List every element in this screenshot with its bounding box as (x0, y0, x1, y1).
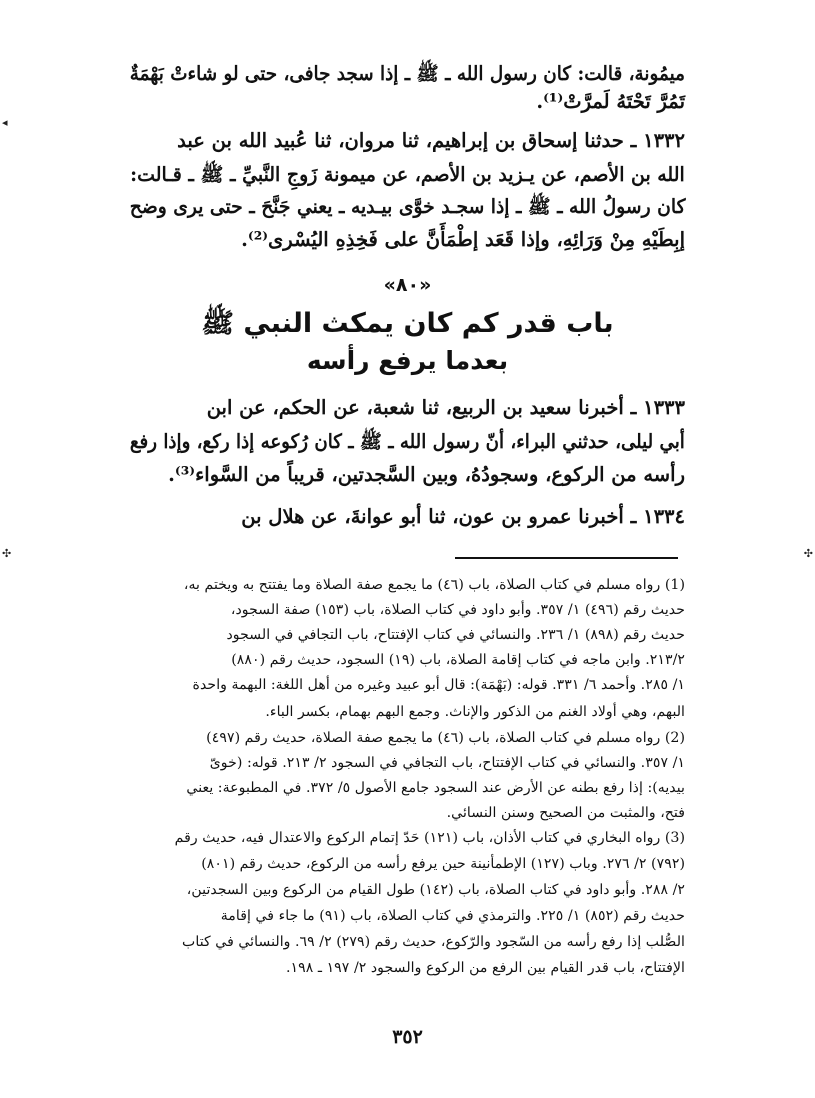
main-text-line: ميمُونة، قالت: كان رسول الله ـ ﷺ ـ إذا سجد جافى، حتى لو شاءتْ بَهْمَةٌ (129, 62, 685, 85)
footnote-line: ١/ ٣٥٧. والنسائي في كتاب الإفتتاح، باب التجافي في السجود ٢/ ٢١٣. قوله: (خوىّ (209, 755, 685, 771)
chapter-title: باب قدر كم كان يمكث النبي ﷺ (201, 308, 614, 339)
footnote-line: حديث رقم (٨٥٢) ١/ ٢٢٥. والترمذي في كتاب الصلاة، باب (٩١) ما جاء في إقامة (220, 908, 685, 924)
right-margin-mark: ✣ (803, 547, 813, 560)
footnote-line: (٧٩٢) ٢/ ٢٧٦. وباب (١٢٧) الإطمأنينة حين يرفع رأسه من الركوع، حديث رقم (٨٠١) (201, 856, 685, 872)
main-text-line: الله بن الأصم، عن يـزيد بن الأصم، عن ميمونة زَوجِ النَّبيِّ ـ ﷺ ـ قـالت: (130, 163, 685, 186)
main-text-line: كان رسولُ الله ـ ﷺ ـ إذا سجـد خوَّى بيـديه ـ يعني جَنَّحَ ـ حتى يرى وضح (129, 195, 685, 218)
footnote-line: الصُّلب إذا رفع رأسه من السّجود والرّكوع، حديث رقم (٢٧٩) ٢/ ٦٩. والنسائي في كتاب (182, 934, 685, 950)
hadith-1334-line: ١٣٣٤ ـ أخبرنا عمرو بن عون، ثنا أبو عوانةَ، عن هلال بن (241, 505, 685, 528)
hadith-1332-line: ١٣٣٢ ـ حدثنا إسحاق بن إبراهيم، ثنا مروان، ثنا عُبيد الله بن عبد (177, 129, 685, 152)
left-margin-mark-2: ✣ (2, 547, 12, 560)
footnote-line: (3) رواه البخاري في كتاب الأذان، باب (١٢١) حَدّ إتمام الركوع والاعتدال فيه، حديث رقم (174, 830, 685, 846)
footnote-line: ٢١٣/٢. وابن ماجه في كتاب إقامة الصلاة، باب (١٩) السجود، حديث رقم (٨٨٠) (231, 652, 685, 668)
chapter-title-continued: بعدما يرفع رأسه (306, 346, 509, 375)
footnote-line: ٢/ ٢٨٨. وأبو داود في كتاب الصلاة، باب (١٤٢) طول القيام من الركوع وبين السجدتين، (186, 882, 685, 898)
main-text-line: إبِطَيْهِ مِنْ وَرَائِهِ، وإذا قَعَد إطْمَأَنَّ على فَخِذِهِ اليُسْرى⁽²⁾. (241, 228, 685, 251)
footnote-line: ١/ ٢٨٥. وأحمد ٦/ ٣٣١. قوله: (بَهْمَة): قال أبو عبيد وغيره من أهل اللغة: البهمة واحدة (192, 677, 685, 693)
footnote-separator (455, 557, 678, 559)
footnote-line: البهم، وهي أولاد الغنم من الذكور والإناث. وجمع البهم بهمام، بكسر الباء. (265, 704, 685, 720)
footnote-line: (1) رواه مسلم في كتاب الصلاة، باب (٤٦) ما يجمع صفة الصلاة وما يفتتح به ويختم به، (183, 577, 685, 593)
left-margin-mark: ◂ (2, 116, 8, 129)
footnote-line: حديث رقم (٤٩٦) ١/ ٣٥٧. وأبو داود في كتاب الصلاة، باب (١٥٣) صفة السجود، (230, 602, 685, 618)
footnote-line: بيديه): إذا رفع بطنه عن الأرض عند السجود جامع الأصول ٥/ ٣٧٢. في المطبوعة: يعني (186, 780, 685, 796)
main-text-line: تَمُرَّ تَحْتَهُ لَمرَّتْ⁽¹⁾. (536, 90, 685, 113)
main-text-line: رأسه من الركوع، وسجودُهُ، وبين السَّجدتين، قريباً من السَّواء⁽³⁾. (168, 463, 685, 486)
footnote-line: (2) رواه مسلم في كتاب الصلاة، باب (٤٦) ما يجمع صفة الصلاة، حديث رقم (٤٩٧) (206, 730, 685, 746)
chapter-number: «٨٠» (383, 274, 432, 296)
main-text-line: أبي ليلى، حدثني البراء، أنّ رسول الله ـ ﷺ ـ كان رُكوعه إذا ركع، وإذا رفع (130, 430, 685, 453)
footnote-line: حديث رقم (٨٩٨) ١/ ٢٣٦. والنسائي في كتاب الإفتتاح، باب التجافي في السجود (226, 627, 685, 643)
hadith-1333-line: ١٣٣٣ ـ أخبرنا سعيد بن الربيع، ثنا شعبة، عن الحكم، عن ابن (206, 396, 685, 419)
footnote-line: الإفتتاح، باب قدر القيام بين الرفع من الركوع والسجود ٢/ ١٩٧ ـ ١٩٨. (285, 960, 685, 976)
page-number: ٣٥٢ (392, 1026, 423, 1048)
footnote-line: فتح، والمثبت من الصحيح وسنن النسائي. (446, 805, 685, 821)
